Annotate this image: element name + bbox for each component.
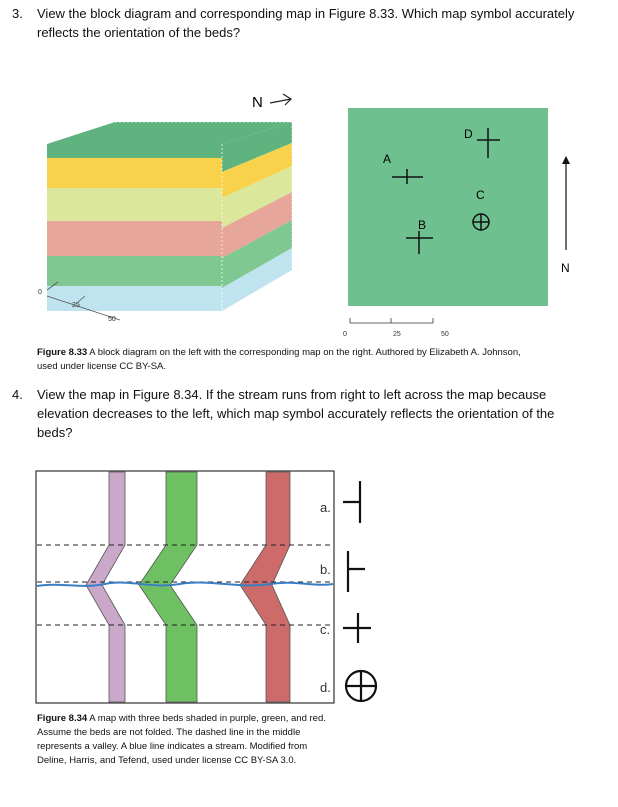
symbol-c-label: C [476, 188, 485, 202]
map-north-arrow-icon [562, 156, 570, 250]
option-a-symbol-icon [343, 481, 360, 523]
north-label: N [252, 94, 263, 111]
question-text-line: beds? [37, 425, 73, 440]
scale-tick-label: 0 [38, 289, 42, 296]
question-4 [12, 385, 612, 445]
layer-front-green-top [47, 144, 222, 158]
scale-tick-label: 25 [393, 331, 401, 338]
option-b-symbol-icon [348, 551, 365, 592]
layer-front-lightgreen [47, 188, 222, 221]
caption-figure-number: Figure 8.33 [37, 347, 88, 358]
north-arrow-icon [270, 94, 291, 105]
option-c-label: c. [320, 622, 331, 637]
question-text-line: elevation decreases to the left, which map symbol accurately reflects the orientation of the [37, 406, 555, 421]
scale-tick-label: 25 [72, 302, 80, 309]
question-text-line: View the map in Figure 8.34. If the stream runs from right to left across the map because [37, 387, 547, 402]
map-square [348, 108, 548, 306]
figure-8-33 [0, 80, 618, 345]
question-number: 4. [12, 387, 23, 402]
caption-text: Deline, Harris, and Tefend, used under license CC BY-SA 3.0. [37, 755, 297, 766]
option-d-label: d. [320, 680, 331, 695]
caption-figure-number: Figure 8.34 [37, 713, 88, 724]
figure-8-33-caption [37, 346, 607, 374]
layer-front-yellow [47, 158, 222, 188]
block-diagram [38, 122, 292, 323]
scale-tick-label: 50 [441, 331, 449, 338]
caption-text: A block diagram on the left with the corresponding map on the right. Authored by Elizabeth A. Johnson, [87, 347, 521, 358]
question-text-line: reflects the orientation of the beds? [37, 25, 241, 40]
layer-front-salmon [47, 221, 222, 256]
figure-8-34-caption [37, 712, 377, 768]
symbol-b-label: B [418, 218, 427, 232]
option-a-label: a. [320, 500, 331, 515]
question-number: 3. [12, 6, 23, 21]
option-b-label: b. [320, 562, 331, 577]
symbol-d-label: D [464, 127, 473, 141]
scale-tick-label: 0 [343, 331, 347, 338]
caption-text: represents a valley. A blue line indicates a stream. Modified from [37, 741, 308, 752]
figure-8-34 [30, 465, 390, 710]
scale-tick-label: 50 [108, 316, 116, 323]
option-c-symbol-icon [343, 613, 371, 643]
symbol-a-label: A [383, 152, 392, 166]
map-north-label: N [561, 261, 570, 275]
map-scale-bar [350, 318, 433, 323]
question-3 [12, 4, 612, 44]
option-d-symbol-icon [346, 671, 376, 701]
layer-front-green [47, 256, 222, 286]
caption-text: A map with three beds shaded in purple, green, and red. [87, 713, 326, 724]
caption-text: Assume the beds are not folded. The dashed line in the middle [37, 727, 301, 738]
caption-text: used under license CC BY-SA. [37, 361, 167, 372]
question-text-line: View the block diagram and corresponding map in Figure 8.33. Which map symbol accurately [37, 6, 575, 21]
horizontal-beds-icon [473, 214, 489, 230]
